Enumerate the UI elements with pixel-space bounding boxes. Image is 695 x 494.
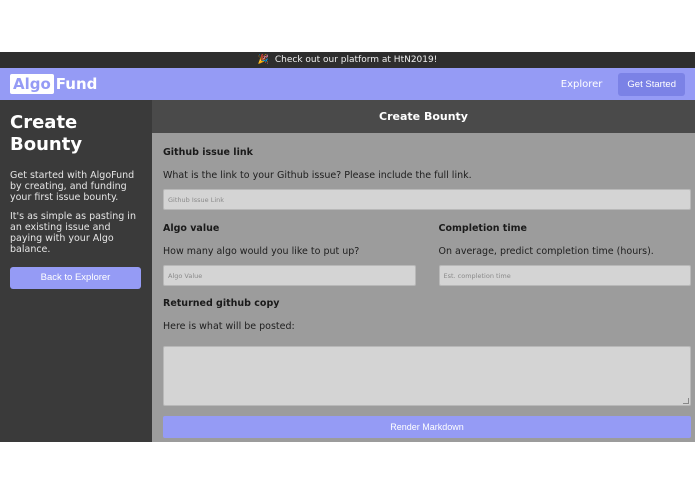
render-markdown-button[interactable]: Render Markdown	[163, 416, 691, 438]
github-link-input[interactable]	[163, 189, 691, 210]
sidebar-note: It's as simple as pasting in an existing issue and paying with your Algo balance.	[10, 211, 136, 255]
github-copy-desc: Here is what will be posted:	[163, 321, 295, 332]
nav-right	[561, 73, 685, 96]
completion-time-label: Completion time	[438, 223, 527, 234]
party-popper-icon: 🎉	[257, 55, 269, 65]
back-to-explorer-button[interactable]: Back to Explorer	[10, 267, 141, 289]
algo-value-input[interactable]	[163, 265, 416, 286]
sidebar-title: Create Bounty	[10, 112, 83, 155]
completion-time-input[interactable]	[439, 265, 692, 286]
sidebar-intro: Get started with AlgoFund by creating, and funding your first issue bounty.	[10, 170, 135, 203]
completion-time-placeholder: Est. completion time	[443, 271, 511, 280]
logo-algo: Algo	[10, 74, 54, 94]
sidebar	[0, 100, 152, 442]
completion-time-desc: On average, predict completion time (hours).	[438, 246, 654, 257]
algo-value-placeholder: Algo Value	[168, 271, 203, 280]
navbar	[0, 68, 695, 100]
create-bounty-panel	[152, 100, 695, 442]
algo-value-label: Algo value	[163, 223, 220, 234]
value-time-row	[163, 223, 691, 286]
github-link-desc: What is the link to your Github issue? Please include the full link.	[163, 170, 472, 181]
main	[0, 100, 695, 442]
bounty-form	[152, 133, 695, 438]
logo[interactable]	[10, 74, 97, 94]
completion-time-group	[439, 223, 692, 286]
logo-fund: Fund	[55, 75, 98, 93]
github-link-placeholder: Github Issue Link	[168, 195, 225, 204]
nav-link-explorer[interactable]: Explorer	[560, 78, 603, 90]
github-copy-textarea[interactable]	[163, 346, 691, 406]
github-link-label: Github issue link	[163, 147, 253, 158]
github-copy-label: Returned github copy	[163, 298, 280, 309]
announcement-bar[interactable]	[0, 52, 695, 68]
announcement-text[interactable]: Check out our platform at HtN2019!	[274, 55, 438, 65]
resize-handle-icon[interactable]	[683, 398, 689, 404]
top-whitespace	[0, 0, 695, 52]
algo-value-desc: How many algo would you like to put up?	[163, 246, 360, 257]
get-started-button[interactable]: Get Started	[618, 73, 685, 96]
algo-value-group	[163, 223, 416, 286]
panel-title: Create Bounty	[152, 100, 695, 133]
